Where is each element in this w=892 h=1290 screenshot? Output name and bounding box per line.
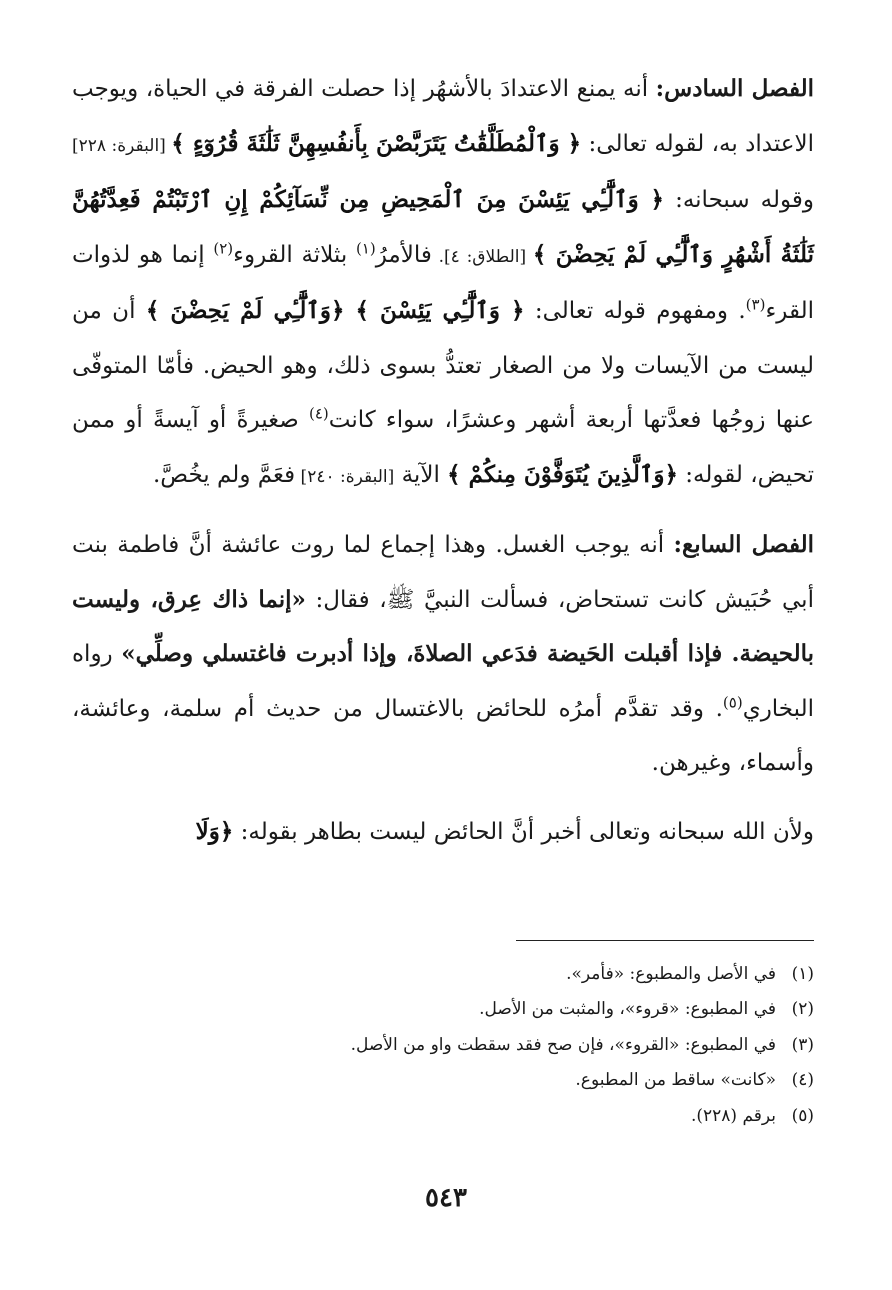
verse-reference: [البقرة: ٢٤٠] — [295, 466, 395, 487]
footnote-number: (١) — [791, 964, 814, 984]
footnote-text: «كانت» ساقط من المطبوع. — [575, 1070, 776, 1091]
body-text: صغيرةً أو آيسةً أو ممن تحيض، لقوله: — [72, 407, 814, 488]
body-text: بثلاثة القروء — [233, 241, 356, 268]
verse-reference: [البقرة: ٢٢٨] — [72, 135, 172, 156]
body-text: الآية — [394, 461, 448, 488]
footnotes — [134, 957, 814, 1134]
footnote-1 — [134, 957, 814, 992]
body-text: . وقد تقدَّم أمرُه للحائض بالاغتسال من حديث أم سلمة، وعائشة، وأسماء، وغيرهن. — [72, 695, 814, 776]
footnote-marker[interactable]: (٤) — [309, 404, 329, 423]
body-text: فعَمَّ ولم يخُصَّ. — [152, 461, 296, 488]
footnote-text: في المطبوع: «القروء»، فإن صح فقد سقطت واو من الأصل. — [350, 1034, 776, 1055]
body-text: إنما هو لذوات القرء — [72, 241, 814, 324]
footnote-number: (٢) — [791, 999, 814, 1020]
footnote-5 — [134, 1099, 814, 1134]
body-text: أنه يمنع الاعتدادَ بالأشهُر إذا حصلت الفرقة في الحياة، ويوجب الاعتداد به، لقوله تعالى: — [72, 76, 814, 157]
page-number: ٥٤٣ — [425, 1183, 467, 1213]
quran-verse: ﴿وَلَا — [195, 817, 234, 845]
footnote-text: في الأصل والمطبوع: «فأمر». — [566, 964, 776, 984]
footnote-text: في المطبوع: «قروء»، والمثبت من الأصل. — [479, 999, 776, 1020]
footnote-marker[interactable]: (١) — [355, 238, 376, 257]
paragraph-chapter-seven — [72, 518, 814, 791]
quran-verse: ﴿وَٱلَّذِينَ يُتَوَفَّوْنَ مِنكُمْ ﴾ — [447, 460, 678, 488]
footnote-marker[interactable]: (٥) — [722, 692, 743, 711]
paragraph-chapter-six — [72, 62, 814, 504]
body-text: فالأمرُ — [375, 241, 432, 268]
body-text: رواه البخاري — [72, 641, 814, 722]
body-text: أن من ليست من الآيسات ولا من الصغار تعتدُّ بسوى ذلك، وهو الحيض. فأمّا المتوفّى عنها زوجُها فعدَّتها أربعة أشهر وعشرًا، سواء كانت — [72, 298, 814, 433]
footnote-2 — [134, 992, 814, 1027]
body-text: أنه يوجب الغسل. وهذا إجماع لما روت عائشة أنَّ فاطمة بنت أبي حُبَيش كانت تستحاض، فسألت النبيَّ ﷺ، فقال: — [72, 532, 814, 613]
body-text: وقوله سبحانه: — [664, 187, 815, 213]
footnote-marker[interactable]: (٢) — [213, 238, 234, 257]
paragraph-continuation — [72, 805, 814, 860]
quran-verse: ﴿ وَٱلَّٰٓـِٔي يَئِسْنَ ﴾ ﴿وَٱلَّٰٓـِٔي لَمْ يَحِضْنَ ﴾ — [145, 297, 525, 324]
footnote-divider — [516, 940, 814, 941]
quran-verse: ﴿ وَٱلَّٰٓـِٔي يَئِسْنَ مِنَ ٱلْمَحِيضِ مِن نِّسَآئِكُمْ إِنِ ٱرْتَبْتُمْ فَعِدَّتُهُنَّ ثَلَٰثَةُ أَشْهُرٍ وَٱلَّٰٓـِٔي لَمْ يَحِضْنَ ﴾ — [72, 186, 814, 268]
footnote-marker[interactable]: (٣) — [745, 295, 766, 314]
quran-verse: ﴿ وَٱلْمُطَلَّقَٰتُ يَتَرَبَّصْنَ بِأَنفُسِهِنَّ ثَلَٰثَةَ قُرُوٓءٍ ﴾ — [171, 129, 582, 157]
footnote-4 — [134, 1063, 814, 1098]
footnote-number: (٤) — [791, 1070, 814, 1091]
body-text: ولأن الله سبحانه وتعالى أخبر أنَّ الحائض ليست بطاهر بقوله: — [233, 818, 814, 845]
footnote-3 — [134, 1028, 814, 1063]
body-text: . ومفهوم قوله تعالى: — [524, 298, 746, 324]
main-text — [72, 62, 814, 859]
footnote-number: (٥) — [791, 1105, 814, 1126]
footnote-number: (٣) — [791, 1034, 814, 1055]
chapter-six-heading: الفصل السادس: — [655, 75, 814, 102]
footnote-text: برقم (٢٢٨). — [690, 1105, 776, 1126]
verse-reference: [الطلاق: ٤]. — [431, 246, 533, 267]
hadith-quote: «إنما ذاك عِرق، وليست بالحيضة. فإذا أقبلت الحَيضة فدَعي الصلاةَ، وإذا أدبرت فاغتسلي وصلِّي» — [72, 585, 814, 667]
chapter-seven-heading: الفصل السابع: — [673, 531, 814, 558]
